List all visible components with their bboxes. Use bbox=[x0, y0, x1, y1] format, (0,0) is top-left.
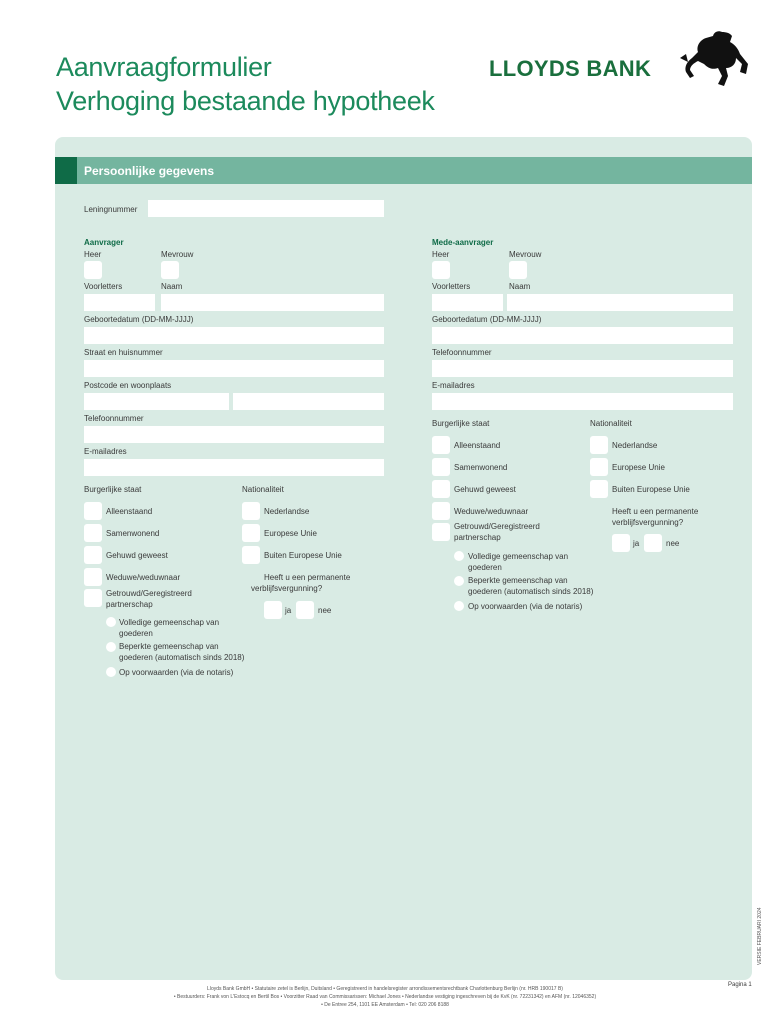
applicant-heading: Aanvrager bbox=[84, 238, 124, 247]
co-applicant-marital-label: Burgerlijke staat bbox=[432, 419, 490, 428]
applicant-buiten-eu-checkbox[interactable] bbox=[242, 546, 260, 564]
co-applicant-residence-nee-label: nee bbox=[666, 539, 680, 548]
applicant-op-voorwaarden-radio[interactable] bbox=[106, 667, 116, 677]
applicant-volledige-gemeenschap-label-2: goederen bbox=[119, 629, 153, 638]
applicant-mevrouw-label: Mevrouw bbox=[161, 250, 194, 259]
applicant-partnerschap-label: partnerschap bbox=[106, 600, 153, 609]
co-applicant-volledige-gemeenschap-label: Volledige gemeenschap van bbox=[468, 552, 569, 561]
applicant-getrouwd-label: Getrouwd/Geregistreerd bbox=[106, 589, 192, 598]
applicant-name-field[interactable] bbox=[161, 294, 384, 311]
applicant-initials-field[interactable] bbox=[84, 294, 155, 311]
applicant-gehuwd-geweest-checkbox[interactable] bbox=[84, 546, 102, 564]
applicant-nederlandse-checkbox[interactable] bbox=[242, 502, 260, 520]
co-applicant-heer-checkbox[interactable] bbox=[432, 261, 450, 279]
co-applicant-mevrouw-checkbox[interactable] bbox=[509, 261, 527, 279]
co-applicant-getrouwd-label: Getrouwd/Geregistreerd bbox=[454, 522, 540, 531]
applicant-name-label: Naam bbox=[161, 282, 183, 291]
section-header-tab bbox=[55, 157, 77, 184]
co-applicant-phone-field[interactable] bbox=[432, 360, 733, 377]
applicant-nederlandse-label: Nederlandse bbox=[264, 507, 310, 516]
co-applicant-alleenstaand-label: Alleenstaand bbox=[454, 441, 501, 450]
applicant-street-field[interactable] bbox=[84, 360, 384, 377]
applicant-email-label: E-mailadres bbox=[84, 447, 127, 456]
applicant-op-voorwaarden-label: Op voorwaarden (via de notaris) bbox=[119, 668, 234, 677]
applicant-heer-label: Heer bbox=[84, 250, 102, 259]
footer-line-2: • Bestuurders: Frank von L'Estocq en Bertil Bos • Voorzitter Raad van Commissarissen: Michael Jones • Nederlandse vestiging ingeschreven bij de KvK (nr. 72231342) en AFM (nr. 12046352) bbox=[173, 994, 597, 1000]
co-applicant-residence-question: Heeft u een permanente bbox=[612, 507, 699, 516]
co-applicant-name-field[interactable] bbox=[507, 294, 733, 311]
footer-line-1: Lloyds Bank GmbH • Statutaire zetel is Berlijn, Duitsland • Geregistreerd in handelsregister arrondissementsrechtbank Charlottenburg Berlijn (nr. HRB 190017 B) bbox=[207, 986, 563, 992]
co-applicant-buiten-eu-checkbox[interactable] bbox=[590, 480, 608, 498]
applicant-residence-question-2: verblijfsvergunning? bbox=[251, 584, 323, 593]
footer-line-3: • De Entree 254, 1101 EE Amsterdam • Tel: 020 206 8188 bbox=[321, 1002, 449, 1008]
applicant-beperkte-gemeenschap-label: Beperkte gemeenschap van bbox=[119, 642, 219, 651]
applicant-city-field[interactable] bbox=[233, 393, 384, 410]
loan-number-field[interactable] bbox=[148, 200, 384, 217]
co-applicant-getrouwd-checkbox[interactable] bbox=[432, 523, 450, 541]
co-applicant-dob-field[interactable] bbox=[432, 327, 733, 344]
applicant-volledige-gemeenschap-radio[interactable] bbox=[106, 617, 116, 627]
applicant-initials-label: Voorletters bbox=[84, 282, 123, 291]
co-applicant-nederlandse-label: Nederlandse bbox=[612, 441, 658, 450]
applicant-volledige-gemeenschap-label: Volledige gemeenschap van bbox=[119, 618, 220, 627]
applicant-weduwe-label: Weduwe/weduwnaar bbox=[106, 573, 181, 582]
co-applicant-beperkte-gemeenschap-label: Beperkte gemeenschap van bbox=[468, 576, 568, 585]
co-applicant-dob-label: Geboortedatum (DD-MM-JJJJ) bbox=[432, 315, 542, 324]
applicant-residence-nee-checkbox[interactable] bbox=[296, 601, 314, 619]
applicant-postcode-field[interactable] bbox=[84, 393, 229, 410]
co-applicant-residence-ja-label: ja bbox=[633, 539, 640, 548]
co-applicant-residence-question-2: verblijfsvergunning? bbox=[612, 518, 684, 527]
applicant-beperkte-gemeenschap-label-2: goederen (automatisch sinds 2018) bbox=[119, 653, 245, 662]
co-applicant-nationality-label: Nationaliteit bbox=[590, 419, 632, 428]
co-applicant-gehuwd-geweest-checkbox[interactable] bbox=[432, 480, 450, 498]
applicant-europese-unie-label: Europese Unie bbox=[264, 529, 317, 538]
applicant-phone-field[interactable] bbox=[84, 426, 384, 443]
applicant-weduwe-checkbox[interactable] bbox=[84, 568, 102, 586]
applicant-dob-field[interactable] bbox=[84, 327, 384, 344]
co-applicant-phone-label: Telefoonnummer bbox=[432, 348, 492, 357]
applicant-heer-checkbox[interactable] bbox=[84, 261, 102, 279]
applicant-residence-ja-checkbox[interactable] bbox=[264, 601, 282, 619]
black-horse-logo-icon bbox=[678, 28, 754, 90]
applicant-street-label: Straat en huisnummer bbox=[84, 348, 163, 357]
co-applicant-europese-unie-checkbox[interactable] bbox=[590, 458, 608, 476]
applicant-gehuwd-geweest-label: Gehuwd geweest bbox=[106, 551, 168, 560]
section-title: Persoonlijke gegevens bbox=[84, 164, 215, 178]
applicant-alleenstaand-label: Alleenstaand bbox=[106, 507, 153, 516]
applicant-samenwonend-label: Samenwonend bbox=[106, 529, 160, 538]
co-applicant-residence-ja-checkbox[interactable] bbox=[612, 534, 630, 552]
co-applicant-partnerschap-label: partnerschap bbox=[454, 533, 501, 542]
form-title-line1: Aanvraagformulier bbox=[56, 52, 272, 82]
co-applicant-heer-label: Heer bbox=[432, 250, 450, 259]
applicant-postcode-label: Postcode en woonplaats bbox=[84, 381, 172, 390]
co-applicant-weduwe-checkbox[interactable] bbox=[432, 502, 450, 520]
applicant-samenwonend-checkbox[interactable] bbox=[84, 524, 102, 542]
co-applicant-samenwonend-checkbox[interactable] bbox=[432, 458, 450, 476]
applicant-getrouwd-checkbox[interactable] bbox=[84, 589, 102, 607]
co-applicant-volledige-gemeenschap-radio[interactable] bbox=[454, 551, 464, 561]
applicant-phone-label: Telefoonnummer bbox=[84, 414, 144, 423]
applicant-email-field[interactable] bbox=[84, 459, 384, 476]
co-applicant-beperkte-gemeenschap-radio[interactable] bbox=[454, 576, 464, 586]
co-applicant-buiten-eu-label: Buiten Europese Unie bbox=[612, 485, 690, 494]
co-applicant-name-label: Naam bbox=[509, 282, 531, 291]
applicant-mevrouw-checkbox[interactable] bbox=[161, 261, 179, 279]
co-applicant-op-voorwaarden-label: Op voorwaarden (via de notaris) bbox=[468, 602, 583, 611]
co-applicant-alleenstaand-checkbox[interactable] bbox=[432, 436, 450, 454]
applicant-nationality-label: Nationaliteit bbox=[242, 485, 284, 494]
form-title-line2: Verhoging bestaande hypotheek bbox=[56, 86, 435, 116]
co-applicant-initials-field[interactable] bbox=[432, 294, 503, 311]
co-applicant-samenwonend-label: Samenwonend bbox=[454, 463, 508, 472]
co-applicant-beperkte-gemeenschap-label-2: goederen (automatisch sinds 2018) bbox=[468, 587, 594, 596]
applicant-dob-label: Geboortedatum (DD-MM-JJJJ) bbox=[84, 315, 194, 324]
applicant-residence-nee-label: nee bbox=[318, 606, 332, 615]
loan-number-label: Leningnummer bbox=[84, 205, 138, 214]
applicant-residence-question: Heeft u een permanente bbox=[264, 573, 351, 582]
co-applicant-volledige-gemeenschap-label-2: goederen bbox=[468, 563, 502, 572]
co-applicant-initials-label: Voorletters bbox=[432, 282, 471, 291]
co-applicant-mevrouw-label: Mevrouw bbox=[509, 250, 542, 259]
page-number: Pagina 1 bbox=[728, 982, 752, 988]
applicant-marital-label: Burgerlijke staat bbox=[84, 485, 142, 494]
lloyds-bank-logo-text: LLOYDS BANK bbox=[489, 56, 652, 81]
co-applicant-europese-unie-label: Europese Unie bbox=[612, 463, 665, 472]
co-applicant-email-field[interactable] bbox=[432, 393, 733, 410]
applicant-alleenstaand-checkbox[interactable] bbox=[84, 502, 102, 520]
co-applicant-email-label: E-mailadres bbox=[432, 381, 475, 390]
version-label: VERSIE FEBRUARI 2024 bbox=[757, 907, 763, 965]
co-applicant-nederlandse-checkbox[interactable] bbox=[590, 436, 608, 454]
applicant-beperkte-gemeenschap-radio[interactable] bbox=[106, 642, 116, 652]
co-applicant-op-voorwaarden-radio[interactable] bbox=[454, 601, 464, 611]
co-applicant-heading: Mede-aanvrager bbox=[432, 238, 494, 247]
co-applicant-weduwe-label: Weduwe/weduwnaar bbox=[454, 507, 529, 516]
applicant-europese-unie-checkbox[interactable] bbox=[242, 524, 260, 542]
co-applicant-residence-nee-checkbox[interactable] bbox=[644, 534, 662, 552]
applicant-residence-ja-label: ja bbox=[285, 606, 292, 615]
applicant-buiten-eu-label: Buiten Europese Unie bbox=[264, 551, 342, 560]
co-applicant-gehuwd-geweest-label: Gehuwd geweest bbox=[454, 485, 516, 494]
